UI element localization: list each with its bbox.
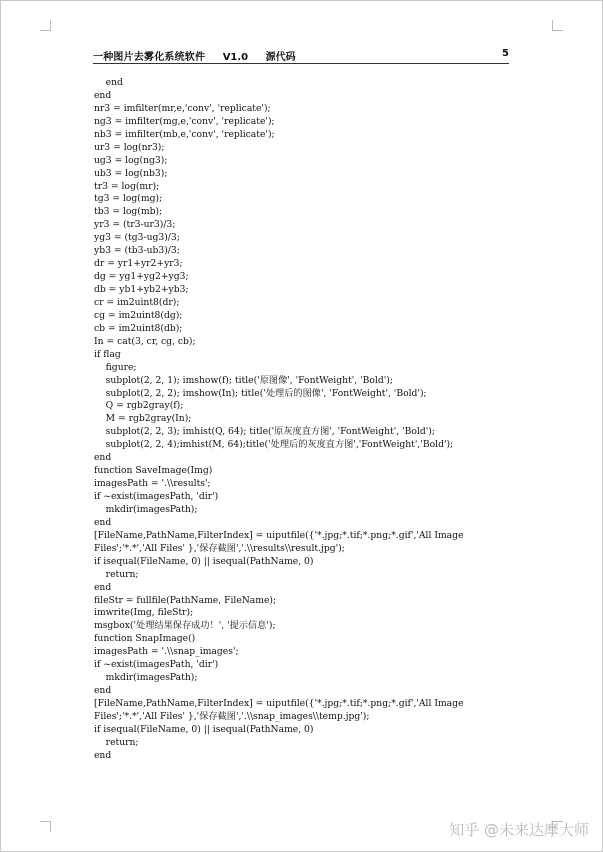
code-line: Files';'*.*','All Files' },'保存截图','.\\snap_images\\temp.jpg'); [94,710,370,722]
code-line: subplot(2, 2, 1); imshow(f); title('原图像', 'FontWeight', 'Bold'); [94,374,393,386]
code-line: function SnapImage() [94,633,196,645]
code-line: tb3 = log(mb); [94,206,163,218]
code-line: yr3 = (tr3-ur3)/3; [94,219,176,231]
code-line: tg3 = log(mg); [94,193,163,205]
code-line: dr = yr1+yr2+yr3; [94,258,183,270]
code-line: end [94,452,112,464]
code-line: if isequal(FileName, 0) || isequal(PathName, 0) [94,723,314,735]
crop-mark-top-right [552,20,563,31]
code-line: subplot(2, 2, 3); imhist(Q, 64); title('原灰度直方图', 'FontWeight', 'Bold'); [94,426,435,438]
code-line: fileStr = fullfile(PathName, FileName); [94,594,277,606]
code-line: end [94,581,112,593]
code-line: [FileName,PathName,FilterIndex] = uiputfile({'*.jpg;*.tif;*.png;*.gif','All Image [94,698,464,709]
code-line: In = cat(3, cr, cg, cb); [94,335,196,347]
code-line: [FileName,PathName,FilterIndex] = uiputfile({'*.jpg;*.tif;*.png;*.gif','All Image [94,529,464,541]
code-line: end [94,77,123,88]
code-line: end [94,516,112,528]
code-block [94,77,524,763]
code-line: tr3 = log(mr); [94,180,160,192]
code-line: if ~exist(imagesPath, 'dir') [94,491,219,502]
code-line: return; [94,736,139,748]
code-line: end [94,89,112,101]
running-header [93,48,509,63]
code-line: cg = im2uint8(dg); [94,309,183,321]
code-line: yb3 = (tb3-ub3)/3; [94,245,180,257]
code-line: dg = yg1+yg2+yg3; [94,271,189,283]
code-line: ug3 = log(ng3); [94,154,168,166]
crop-mark-bottom-left [40,821,51,832]
crop-mark-top-left [40,20,51,31]
header-rule [93,63,509,64]
code-line: cb = im2uint8(db); [94,322,183,334]
code-line: ur3 = log(nr3); [94,141,165,153]
code-line: subplot(2, 2, 2); imshow(In); title('处理后的图像', 'FontWeight', 'Bold'); [94,387,427,399]
code-line: function SaveImage(Img) [94,465,213,477]
code-line: msgbox('处理结果保存成功！', '提示信息'); [94,620,276,632]
section-label: 源代码 [265,52,296,63]
document-version: V1.0 [222,52,249,63]
code-line: mkdir(imagesPath); [94,672,198,684]
code-line: if ~exist(imagesPath, 'dir') [94,659,219,671]
code-line: ub3 = log(nb3); [94,167,168,179]
code-line: if flag [94,348,121,360]
code-line: Files';'*.*','All Files' },'保存截图','.\\results\\result.jpg'); [94,542,345,554]
code-line: imagesPath = '.\\results'; [94,478,211,490]
document-title: 一种图片去雾化系统软件 [93,52,206,63]
code-line: figure; [94,361,137,373]
code-line: end [94,685,112,697]
code-line: M = rgb2gray(In); [94,413,192,425]
code-line: nb3 = imfilter(mb,e,'conv', 'replicate'); [94,128,275,140]
code-line: mkdir(imagesPath); [94,503,198,515]
watermark: 知乎 @未来达摩大师 [449,821,589,839]
code-line: if isequal(FileName, 0) || isequal(PathName, 0) [94,555,314,567]
code-line: cr = im2uint8(dr); [94,296,180,308]
code-line: imagesPath = '.\\snap_images'; [94,646,239,658]
page-number: 5 [502,48,509,59]
code-line: db = yb1+yb2+yb3; [94,284,189,295]
code-line: yg3 = (tg3-ug3)/3; [94,232,180,244]
code-line: subplot(2, 2, 4);imhist(M, 64);title('处理后的灰度直方图','FontWeight','Bold'); [94,439,454,451]
code-line: nr3 = imfilter(mr,e,'conv', 'replicate'); [94,102,271,114]
code-line: return; [94,568,139,580]
code-line: end [94,749,112,761]
code-line: imwrite(Img, fileStr); [94,607,194,619]
code-line: Q = rgb2gray(f); [94,400,184,412]
code-line: ng3 = imfilter(mg,e,'conv', 'replicate'); [94,115,275,127]
